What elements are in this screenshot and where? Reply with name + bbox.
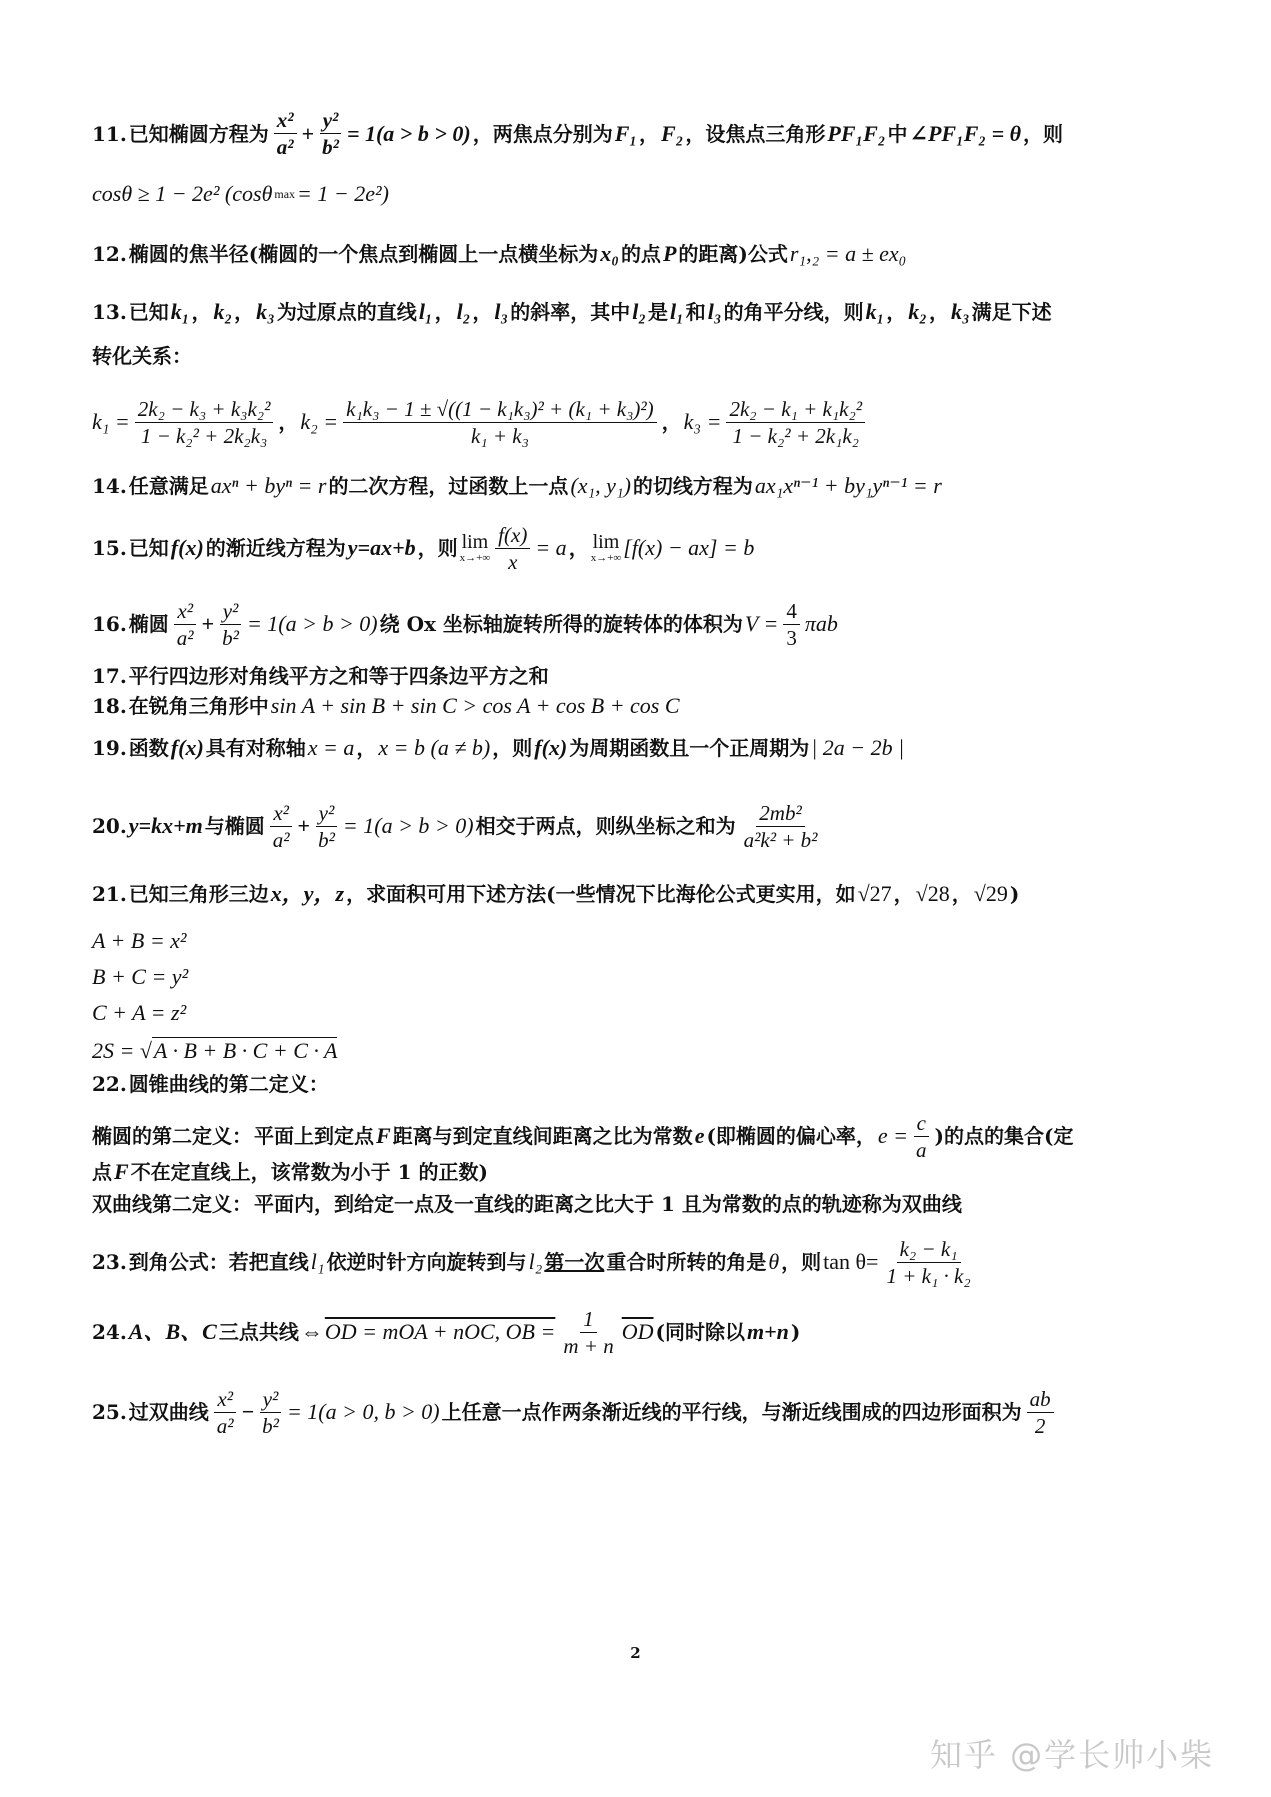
page-number: 2 <box>630 1644 641 1662</box>
item-21: 21. 已知三角形三边 x，y，z ，求面积可用下述方法(一些情况下比海伦公式更实用，如 √27 ， √28 ， √29 ) <box>92 881 1020 906</box>
limit-operator: lim x→+∞ <box>459 531 491 564</box>
item-19: 19. 函数 f(x) 具有对称轴 x = a ， x = b (a ≠ b) ，则 f(x) 为周期函数且一个正周期为 | 2a − 2b | <box>92 735 905 760</box>
item-21-eq-4: 2S = √A · B + B · C + C · A <box>92 1038 338 1063</box>
item-24: 24. A、B、C 三点共线 ⇔ OD = mOA + nOC, OB = $\frac{1}{m + n}$ $\overline{OD}$ (同时除以 m+n ) <box>92 1306 801 1358</box>
item-17: 17. 平行四边形对角线平方之和等于四条边平方之和 <box>92 664 549 688</box>
item-13-line-1: 13. 已知 k₁ ， k₂ ， k₃ 为过原点的直线 l₁ ， l₂ ， l₃ 的斜率，其中 l₂ 是 l₁ 和 l₃ 的角平分线，则 k₁ ， k₂ ， k₃ 满足下述 <box>92 299 1052 324</box>
limit-operator-2: lim x→+∞ <box>590 531 622 564</box>
item-16: 16. 椭圆 $\frac{\text{x²}}{\text{a²}}$ + $\frac{\text{y²}}{\text{b²}}$ = 1(a > b > 0) 绕 Ox 坐标轴旋转所得的旋转体的体积为 V = $\frac{4}{3}$ πab <box>92 598 838 650</box>
item-11-line-2: cosθ ≥ 1 − 2e² (cosθ max = 1 − 2e²) <box>92 181 389 206</box>
item-15: 15. 已知 f(x) 的渐近线方程为 y=ax+b ，则 lim x→+∞ $\frac{f(x)}{x}$ = a ， lim x→+∞ [f(x) − ax] = b <box>92 522 755 574</box>
watermark: 知乎 @学长帅小柴 <box>930 1736 1215 1774</box>
item-23: 23. 到角公式：若把直线 l₁ 依逆时针方向旋转到与 l₂ 第一次 重合时所转的角是 θ ，则 tan θ= $\frac{\text{k₂ − k₁}}{\text{1 + k₁ · k₂}}$ <box>92 1236 971 1288</box>
item-22-ellipse-def-2: 点 F 不在定直线上，该常数为小于 1 的正数) <box>92 1159 488 1184</box>
item-21-eq-2: B + C = y² <box>92 964 189 989</box>
item-12: 12. 椭圆的焦半径(椭圆的一个焦点到椭圆上一点横坐标为 x₀ 的点 P 的距离)公式 r₁,₂ = a ± ex₀ <box>92 241 907 266</box>
item-22-ellipse-def: 椭圆的第二定义： 平面上到定点 F 距离与到定直线间距离之比为常数 e (即椭圆的偏心率， e = $\frac{c}{a}$ )的点的集合(定 <box>92 1110 1074 1162</box>
item-14: 14. 任意满足 axⁿ + byⁿ = r 的二次方程，过函数上一点 (x₁, y₁) 的切线方程为 ax₁xⁿ⁻¹ + by₁yⁿ⁻¹ = r <box>92 473 942 498</box>
item-22-hyperbola-def: 双曲线第二定义： 平面内，到给定一点及一直线的距离之比大于 1 且为常数的点的轨迹称为双曲线 <box>92 1192 962 1216</box>
item-11-line-1: 11. 已知椭圆方程为 $\frac{\text{x²}}{\text{a²}}$ + $\frac{\text{y²}}{\text{b²}}$ = 1(a > b > 0) ，两焦点分别为 F₁ ， F₂ ，设焦点三角形 PF₁F₂ 中 ∠PF₁F₂ = θ ，则 <box>92 108 1064 159</box>
item-20: 20. y=kx+m 与椭圆 $\frac{\text{x²}}{\text{a²}}$ + $\frac{\text{y²}}{\text{b²}}$ = 1(a > b > 0) 相交于两点，则纵坐标之和为 $\frac{\text{2mb²}}{\text{a²k² + b²}}$ <box>92 800 818 852</box>
item-25: 25. 过双曲线 $\frac{\text{x²}}{\text{a²}}$ − $\frac{\text{y²}}{\text{b²}}$ = 1(a > 0, b > 0) 上任意一点作两条渐近线的平行线，与渐近线围成的四边形面积为 $\frac{ab}{2}$ <box>92 1384 1211 1440</box>
item-21-eq-1: A + B = x² <box>92 928 187 953</box>
fraction-y2-b2: $\frac{\text{y²}}{\text{b²}}$ <box>319 108 342 159</box>
item-22-title: 22. 圆锥曲线的第二定义： <box>92 1072 329 1096</box>
item-18: 18. 在锐角三角形中 sin A + sin B + sin C > cos A + cos B + cos C <box>92 693 680 718</box>
fraction-x2-a2: $\frac{\text{x²}}{\text{a²}}$ <box>274 108 297 159</box>
item-21-eq-3: C + A = z² <box>92 1000 187 1025</box>
item-13-equations: k₁ = $\frac{\text{2k₂ − k₃ + k₃k₂²}}{\text{1 − k₂² + 2k₂k₃}}$ ， k₂ = $\frac{\text{k₁k₃ − 1 ± √((1 − k₁k₃)² + (k₁ + k₃)²)}}{\text{k₁ + k₃}}$ ， k₃ = $\frac{\text{2k₂ − k₁ + k₁k₂²}}{\text{1 − k₂² + 2k₁k₂}}$ <box>92 392 1211 452</box>
item-13-line-2: 转化关系： <box>92 344 192 368</box>
